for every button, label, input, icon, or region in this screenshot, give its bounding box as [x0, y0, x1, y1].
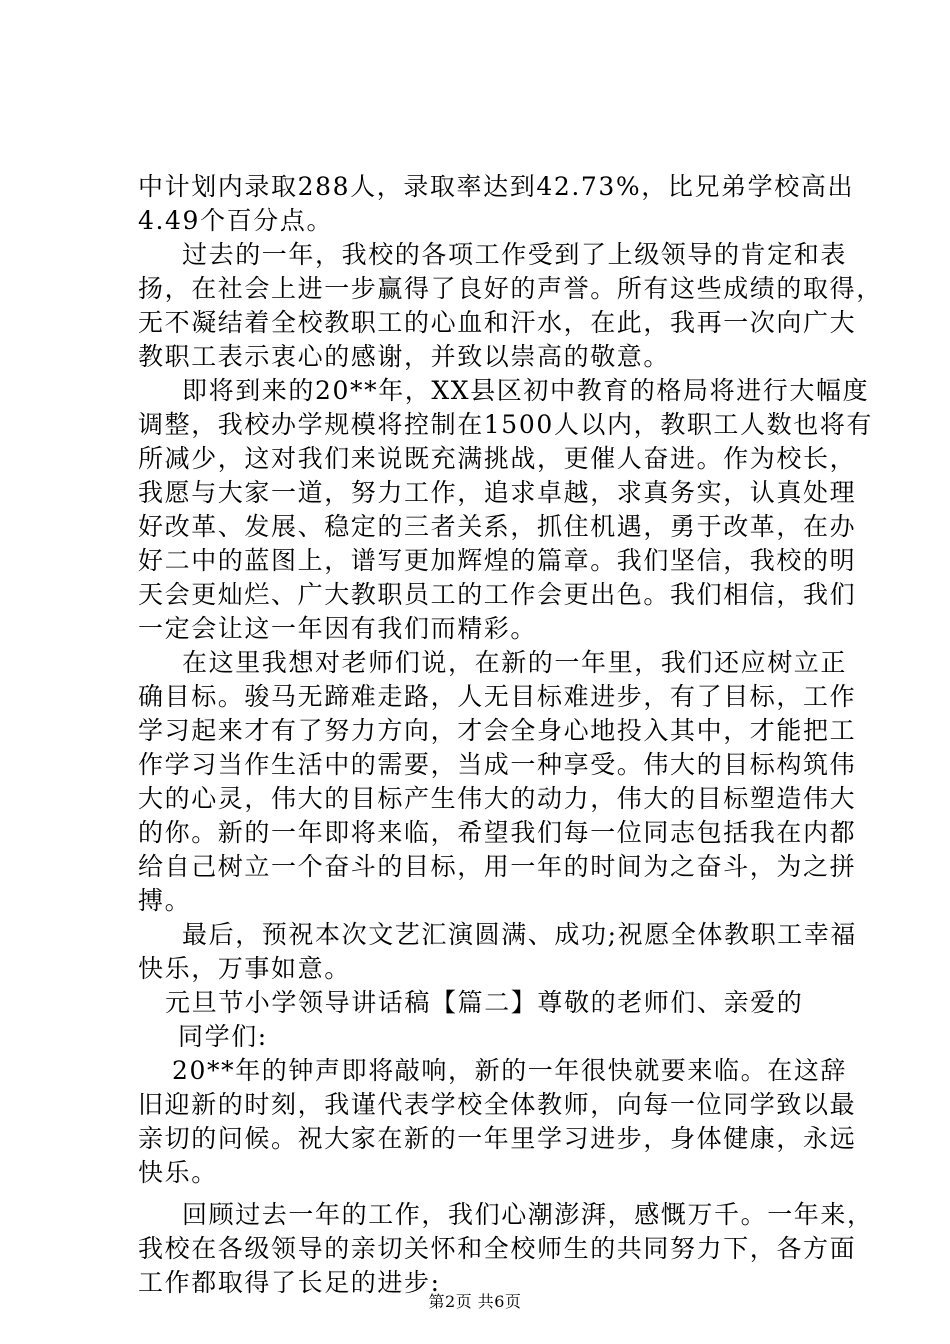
text-line: 学习起来才有了努力方向，才会全身心地投入其中，才能把工 [138, 716, 857, 745]
text-line: 搏。 [138, 886, 192, 915]
text-line: 给自己树立一个奋斗的目标，用一年的时间为之奋斗，为之拼 [138, 852, 857, 881]
text-line: 旧迎新的时刻，我谨代表学校全体教师，向每一位同学致以最 [138, 1090, 857, 1119]
text-line: 即将到来的20**年，XX县区初中教育的格局将进行大幅度 [182, 376, 870, 405]
text-line: 20**年的钟声即将敲响，新的一年很快就要来临。在这辞 [172, 1056, 848, 1085]
text-line: 好二中的蓝图上，谱写更加辉煌的篇章。我们坚信，我校的明 [138, 546, 857, 575]
text-line: 无不凝结着全校教职工的心血和汗水，在此，我再一次向广大 [138, 308, 857, 337]
text-line: 调整，我校办学规模将控制在1500人以内，教职工人数也将有 [138, 410, 874, 439]
text-line: 回顾过去一年的工作，我们心潮澎湃，感慨万千。一年来， [182, 1200, 874, 1229]
text-line: 教职工表示衷心的感谢，并致以崇高的敬意。 [138, 342, 671, 371]
text-line: 好改革、发展、稳定的三者关系，抓住机遇，勇于改革，在办 [138, 512, 857, 541]
text-line: 的你。新的一年即将来临，希望我们每一位同志包括我在内都 [138, 818, 857, 847]
text-line: 大的心灵，伟大的目标产生伟大的动力，伟大的目标塑造伟大 [138, 784, 857, 813]
text-line: 工作都取得了长足的进步: [138, 1268, 441, 1297]
text-line: 亲切的问候。祝大家在新的一年里学习进步，身体健康，永远 [138, 1124, 857, 1153]
text-line: 4.49个百分点。 [138, 206, 334, 235]
text-line: 同学们: [178, 1022, 268, 1051]
text-line: 扬，在社会上进一步赢得了良好的声誉。所有这些成绩的取得， [138, 274, 883, 303]
text-line: 中计划内录取288人，录取率达到42.73%，比兄弟学校高出 [138, 172, 855, 201]
page-number-footer: 第2页 共6页 [428, 1292, 522, 1311]
text-line: 确目标。骏马无蹄难走路，人无目标难进步，有了目标，工作 [138, 682, 857, 711]
text-line: 过去的一年，我校的各项工作受到了上级领导的肯定和表 [182, 240, 848, 269]
text-line: 所减少，这对我们来说既充满挑战，更催人奋进。作为校长， [138, 444, 857, 473]
text-line: 天会更灿烂、广大教职员工的工作会更出色。我们相信，我们 [138, 580, 857, 609]
text-line: 快乐，万事如意。 [138, 954, 351, 983]
text-line: 一定会让这一年因有我们而精彩。 [138, 614, 538, 643]
text-line: 在这里我想对老师们说，在新的一年里，我们还应树立正 [182, 648, 848, 677]
text-line: 我愿与大家一道，努力工作，追求卓越，求真务实，认真处理 [138, 478, 857, 507]
text-line: 快乐。 [138, 1158, 218, 1187]
text-line: 最后，预祝本次文艺汇演圆满、成功;祝愿全体教职工幸福 [182, 920, 858, 949]
text-line: 作学习当作生活中的需要，当成一种享受。伟大的目标构筑伟 [138, 750, 857, 779]
text-line: 我校在各级领导的亲切关怀和全校师生的共同努力下，各方面 [138, 1234, 857, 1263]
section-heading-line: 元旦节小学领导讲话稿【篇二】尊敬的老师们、亲爱的 [165, 988, 804, 1017]
